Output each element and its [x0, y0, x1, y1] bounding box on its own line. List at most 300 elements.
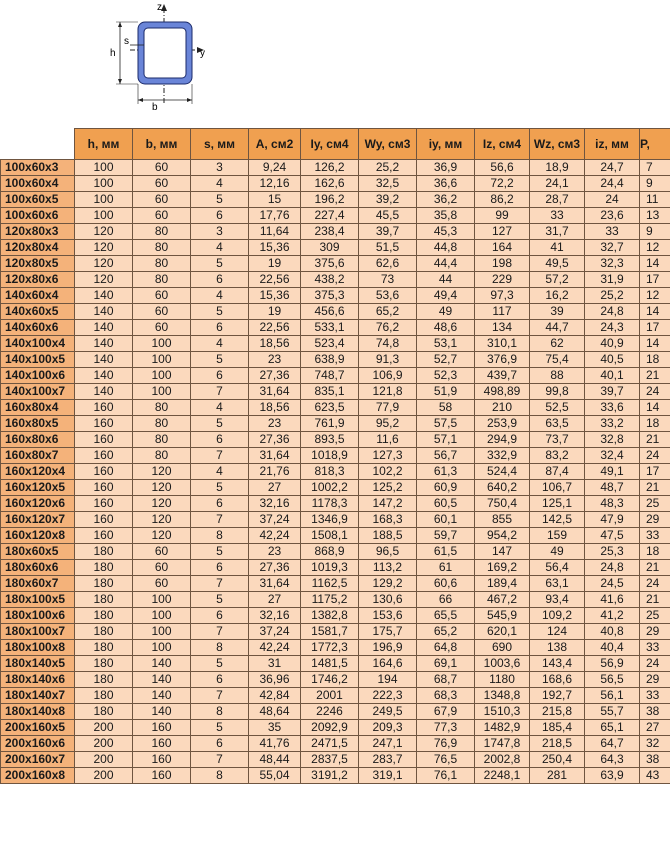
table-cell: 76,9	[417, 736, 475, 752]
table-cell: 18	[640, 352, 670, 368]
table-cell: 25,3	[585, 544, 640, 560]
table-cell: 1180	[475, 672, 530, 688]
dim-h-label: h	[110, 48, 116, 59]
table-cell: 11,6	[359, 432, 417, 448]
table-cell: 69,1	[417, 656, 475, 672]
table-row	[1, 768, 670, 784]
table-cell: 319,1	[359, 768, 417, 784]
table-cell: 60	[133, 560, 191, 576]
table-cell: 100	[133, 624, 191, 640]
table-cell: 60	[133, 304, 191, 320]
table-cell: 35,8	[417, 208, 475, 224]
table-cell: 97,3	[475, 288, 530, 304]
table-cell: 93,4	[530, 592, 585, 608]
table-cell: 63,1	[530, 576, 585, 592]
table-cell: 690	[475, 640, 530, 656]
table-cell: 36,9	[417, 160, 475, 176]
table-cell: 100	[75, 160, 133, 176]
table-cell: 18,56	[249, 336, 301, 352]
table-cell: 168,3	[359, 512, 417, 528]
table-cell: 80	[133, 416, 191, 432]
table-cell: 162,6	[301, 176, 359, 192]
table-row	[1, 672, 670, 688]
table-cell: 33	[640, 528, 670, 544]
profile-size-cell: 140x60x5	[1, 304, 75, 320]
profile-size-cell: 140x100x6	[1, 368, 75, 384]
dim-b-label: b	[152, 102, 158, 113]
table-cell: 45,3	[417, 224, 475, 240]
table-cell: 65,2	[417, 624, 475, 640]
table-cell: 4	[191, 288, 249, 304]
table-cell: 102,2	[359, 464, 417, 480]
table-cell: 761,9	[301, 416, 359, 432]
table-cell: 127,3	[359, 448, 417, 464]
table-cell: 99,8	[530, 384, 585, 400]
table-cell: 533,1	[301, 320, 359, 336]
table-cell: 95,2	[359, 416, 417, 432]
table-cell: 1178,3	[301, 496, 359, 512]
profile-size-cell: 160x120x6	[1, 496, 75, 512]
table-cell: 117	[475, 304, 530, 320]
profile-size-cell: 180x140x6	[1, 672, 75, 688]
table-row	[1, 464, 670, 480]
table-cell: 169,2	[475, 560, 530, 576]
table-cell: 1510,3	[475, 704, 530, 720]
table-row	[1, 576, 670, 592]
table-cell: 51,9	[417, 384, 475, 400]
table-cell: 21,76	[249, 464, 301, 480]
table-cell: 100	[133, 368, 191, 384]
table-cell: 33,6	[585, 400, 640, 416]
table-cell: 5	[191, 656, 249, 672]
table-cell: 22,56	[249, 272, 301, 288]
table-cell: 215,8	[530, 704, 585, 720]
table-row	[1, 400, 670, 416]
table-cell: 106,7	[530, 480, 585, 496]
table-cell: 61,3	[417, 464, 475, 480]
axis-z-label: z	[157, 2, 162, 13]
table-cell: 310,1	[475, 336, 530, 352]
table-cell: 80	[133, 240, 191, 256]
table-cell: 60	[133, 320, 191, 336]
table-cell: 2246	[301, 704, 359, 720]
table-cell: 40,8	[585, 624, 640, 640]
table-cell: 52,3	[417, 368, 475, 384]
table-cell: 7	[191, 512, 249, 528]
table-cell: 2837,5	[301, 752, 359, 768]
table-cell: 160	[75, 512, 133, 528]
table-cell: 25,2	[585, 288, 640, 304]
table-cell: 376,9	[475, 352, 530, 368]
table-cell: 44	[417, 272, 475, 288]
table-cell: 5	[191, 192, 249, 208]
profile-size-cell: 100x60x5	[1, 192, 75, 208]
table-cell: 47,9	[585, 512, 640, 528]
table-cell: 18,56	[249, 400, 301, 416]
table-cell: 100	[133, 592, 191, 608]
table-cell: 31,7	[530, 224, 585, 240]
table-cell: 8	[191, 704, 249, 720]
table-cell: 2248,1	[475, 768, 530, 784]
table-cell: 17	[640, 320, 670, 336]
table-cell: 60,5	[417, 496, 475, 512]
table-cell: 56,1	[585, 688, 640, 704]
table-cell: 855	[475, 512, 530, 528]
table-cell: 17	[640, 272, 670, 288]
table-row	[1, 224, 670, 240]
table-cell: 7	[191, 688, 249, 704]
table-cell: 1481,5	[301, 656, 359, 672]
table-cell: 21	[640, 432, 670, 448]
table-cell: 8	[191, 528, 249, 544]
table-cell: 7	[191, 384, 249, 400]
table-cell: 29	[640, 624, 670, 640]
table-cell: 80	[133, 256, 191, 272]
table-row	[1, 272, 670, 288]
table-cell: 1019,3	[301, 560, 359, 576]
table-cell: 5	[191, 256, 249, 272]
table-cell: 5	[191, 416, 249, 432]
table-cell: 893,5	[301, 432, 359, 448]
table-cell: 142,5	[530, 512, 585, 528]
table-cell: 37,24	[249, 624, 301, 640]
table-cell: 17	[640, 464, 670, 480]
table-cell: 29	[640, 672, 670, 688]
table-cell: 121,8	[359, 384, 417, 400]
table-cell: 40,4	[585, 640, 640, 656]
table-cell: 113,2	[359, 560, 417, 576]
profile-size-cell: 120x80x4	[1, 240, 75, 256]
table-cell: 100	[133, 336, 191, 352]
table-cell: 25	[640, 608, 670, 624]
table-cell: 196,2	[301, 192, 359, 208]
table-body	[1, 160, 670, 784]
table-cell: 7	[191, 576, 249, 592]
table-cell: 1018,9	[301, 448, 359, 464]
table-cell: 126,2	[301, 160, 359, 176]
rectangular-tube-section-icon	[100, 0, 220, 114]
table-cell: 1162,5	[301, 576, 359, 592]
table-cell: 6	[191, 672, 249, 688]
table-cell: 140	[133, 704, 191, 720]
table-cell: 6	[191, 432, 249, 448]
table-cell: 6	[191, 496, 249, 512]
table-cell: 1003,6	[475, 656, 530, 672]
table-cell: 249,5	[359, 704, 417, 720]
profile-size-cell: 140x100x4	[1, 336, 75, 352]
table-cell: 25	[640, 496, 670, 512]
table-cell: 129,2	[359, 576, 417, 592]
profile-size-cell: 180x100x7	[1, 624, 75, 640]
table-cell: 64,3	[585, 752, 640, 768]
table-row	[1, 640, 670, 656]
table-cell: 120	[133, 528, 191, 544]
table-cell: 27,36	[249, 368, 301, 384]
table-cell: 160	[75, 528, 133, 544]
table-cell: 4	[191, 176, 249, 192]
table-cell: 87,4	[530, 464, 585, 480]
profile-size-cell: 100x60x4	[1, 176, 75, 192]
table-cell: 31,64	[249, 576, 301, 592]
table-cell: 91,3	[359, 352, 417, 368]
table-cell: 120	[133, 512, 191, 528]
table-cell: 1772,3	[301, 640, 359, 656]
table-cell: 24,8	[585, 560, 640, 576]
table-row	[1, 320, 670, 336]
table-cell: 189,4	[475, 576, 530, 592]
table-cell: 65,2	[359, 304, 417, 320]
table-cell: 80	[133, 448, 191, 464]
table-cell: 8	[191, 768, 249, 784]
table-cell: 33	[640, 688, 670, 704]
table-cell: 100	[75, 208, 133, 224]
table-cell: 65,1	[585, 720, 640, 736]
table-cell: 31	[249, 656, 301, 672]
table-cell: 100	[75, 192, 133, 208]
table-row	[1, 192, 670, 208]
profile-size-cell: 140x60x6	[1, 320, 75, 336]
table-cell: 222,3	[359, 688, 417, 704]
table-row	[1, 160, 670, 176]
table-cell: 467,2	[475, 592, 530, 608]
profile-size-cell: 160x80x4	[1, 400, 75, 416]
table-cell: 209,3	[359, 720, 417, 736]
table-cell: 2471,5	[301, 736, 359, 752]
table-cell: 72,2	[475, 176, 530, 192]
table-cell: 5	[191, 720, 249, 736]
table-cell: 57,1	[417, 432, 475, 448]
table-cell: 125,2	[359, 480, 417, 496]
table-cell: 140	[75, 288, 133, 304]
table-cell: 5	[191, 352, 249, 368]
table-cell: 48,3	[585, 496, 640, 512]
table-cell: 164	[475, 240, 530, 256]
table-cell: 196,9	[359, 640, 417, 656]
table-cell: 523,4	[301, 336, 359, 352]
table-cell: 200	[75, 736, 133, 752]
table-cell: 43	[640, 768, 670, 784]
table-cell: 96,5	[359, 544, 417, 560]
table-cell: 13	[640, 208, 670, 224]
table-row	[1, 528, 670, 544]
table-cell: 120	[133, 480, 191, 496]
table-cell: 180	[75, 640, 133, 656]
table-cell: 180	[75, 672, 133, 688]
table-cell: 48,64	[249, 704, 301, 720]
table-cell: 80	[133, 272, 191, 288]
table-cell: 218,5	[530, 736, 585, 752]
table-cell: 160	[75, 464, 133, 480]
table-cell: 281	[530, 768, 585, 784]
table-cell: 36,6	[417, 176, 475, 192]
table-cell: 438,2	[301, 272, 359, 288]
table-cell: 37,24	[249, 512, 301, 528]
table-cell: 60	[133, 160, 191, 176]
table-cell: 41,6	[585, 592, 640, 608]
profile-size-cell: 100x60x6	[1, 208, 75, 224]
column-header: iy, мм	[417, 129, 475, 160]
table-cell: 180	[75, 592, 133, 608]
table-cell: 60	[133, 176, 191, 192]
table-row	[1, 384, 670, 400]
table-cell: 60,6	[417, 576, 475, 592]
table-cell: 160	[75, 448, 133, 464]
table-cell: 35	[249, 720, 301, 736]
table-row	[1, 480, 670, 496]
table-cell: 125,1	[530, 496, 585, 512]
table-cell: 42,24	[249, 528, 301, 544]
table-cell: 49,5	[530, 256, 585, 272]
table-cell: 120	[75, 256, 133, 272]
table-row	[1, 512, 670, 528]
profile-size-cell: 160x80x7	[1, 448, 75, 464]
table-cell: 6	[191, 368, 249, 384]
profile-size-cell: 180x140x7	[1, 688, 75, 704]
table-row	[1, 368, 670, 384]
table-cell: 159	[530, 528, 585, 544]
table-cell: 153,6	[359, 608, 417, 624]
table-cell: 835,1	[301, 384, 359, 400]
table-cell: 51,5	[359, 240, 417, 256]
table-cell: 76,2	[359, 320, 417, 336]
profile-size-cell: 160x120x4	[1, 464, 75, 480]
table-cell: 61	[417, 560, 475, 576]
table-row	[1, 256, 670, 272]
table-cell: 56,5	[585, 672, 640, 688]
table-cell: 134	[475, 320, 530, 336]
table-row	[1, 704, 670, 720]
table-cell: 210	[475, 400, 530, 416]
table-cell: 32,16	[249, 496, 301, 512]
column-header: Iy, см4	[301, 129, 359, 160]
table-row	[1, 448, 670, 464]
profile-size-cell: 160x120x8	[1, 528, 75, 544]
table-cell: 180	[75, 560, 133, 576]
table-cell: 18,9	[530, 160, 585, 176]
table-cell: 44,7	[530, 320, 585, 336]
table-cell: 623,5	[301, 400, 359, 416]
table-cell: 28,7	[530, 192, 585, 208]
table-cell: 73	[359, 272, 417, 288]
table-cell: 36,96	[249, 672, 301, 688]
column-header: Iz, см4	[475, 129, 530, 160]
table-cell: 147,2	[359, 496, 417, 512]
table-cell: 253,9	[475, 416, 530, 432]
profile-size-cell: 200x160x8	[1, 768, 75, 784]
table-cell: 60,9	[417, 480, 475, 496]
table-cell: 55,04	[249, 768, 301, 784]
table-cell: 21	[640, 592, 670, 608]
table-cell: 109,2	[530, 608, 585, 624]
table-cell: 160	[75, 400, 133, 416]
table-cell: 160	[133, 768, 191, 784]
table-cell: 24,5	[585, 576, 640, 592]
table-cell: 77,3	[417, 720, 475, 736]
table-cell: 45,5	[359, 208, 417, 224]
table-cell: 640,2	[475, 480, 530, 496]
table-cell: 14	[640, 400, 670, 416]
table-cell: 21	[640, 480, 670, 496]
table-cell: 68,7	[417, 672, 475, 688]
table-cell: 332,9	[475, 448, 530, 464]
table-cell: 18	[640, 416, 670, 432]
table-cell: 24	[640, 576, 670, 592]
table-cell: 100	[75, 176, 133, 192]
table-cell: 140	[75, 304, 133, 320]
table-cell: 1382,8	[301, 608, 359, 624]
table-cell: 27,36	[249, 560, 301, 576]
table-cell: 33,2	[585, 416, 640, 432]
table-cell: 3	[191, 224, 249, 240]
table-cell: 168,6	[530, 672, 585, 688]
table-cell: 120	[75, 240, 133, 256]
table-cell: 59,7	[417, 528, 475, 544]
table-cell: 138	[530, 640, 585, 656]
table-cell: 227,4	[301, 208, 359, 224]
table-cell: 160	[75, 432, 133, 448]
table-cell: 9	[640, 176, 670, 192]
table-cell: 56,4	[530, 560, 585, 576]
table-cell: 6	[191, 208, 249, 224]
table-cell: 56,9	[585, 656, 640, 672]
table-cell: 83,2	[530, 448, 585, 464]
table-cell: 36,2	[417, 192, 475, 208]
table-row	[1, 304, 670, 320]
table-cell: 73,7	[530, 432, 585, 448]
table-cell: 14	[640, 256, 670, 272]
table-cell: 32	[640, 736, 670, 752]
table-cell: 53,1	[417, 336, 475, 352]
table-cell: 33	[585, 224, 640, 240]
table-cell: 160	[75, 496, 133, 512]
table-cell: 40,9	[585, 336, 640, 352]
table-cell: 8	[191, 640, 249, 656]
table-cell: 140	[75, 320, 133, 336]
table-cell: 57,5	[417, 416, 475, 432]
table-cell: 16,2	[530, 288, 585, 304]
table-cell: 250,4	[530, 752, 585, 768]
table-cell: 55,7	[585, 704, 640, 720]
table-cell: 180	[75, 608, 133, 624]
table-row	[1, 432, 670, 448]
table-row	[1, 720, 670, 736]
table-row	[1, 544, 670, 560]
table-cell: 32,7	[585, 240, 640, 256]
table-row	[1, 208, 670, 224]
table-cell: 6	[191, 272, 249, 288]
table-cell: 4	[191, 464, 249, 480]
column-header: Wz, см3	[530, 129, 585, 160]
table-cell: 12	[640, 288, 670, 304]
profile-size-cell: 180x140x5	[1, 656, 75, 672]
table-cell: 66	[417, 592, 475, 608]
table-cell: 32,16	[249, 608, 301, 624]
table-cell: 15,36	[249, 240, 301, 256]
profile-size-cell: 160x80x6	[1, 432, 75, 448]
table-cell: 143,4	[530, 656, 585, 672]
table-cell: 24	[640, 384, 670, 400]
table-cell: 106,9	[359, 368, 417, 384]
table-cell: 19	[249, 256, 301, 272]
table-cell: 57,2	[530, 272, 585, 288]
table-cell: 294,9	[475, 432, 530, 448]
profile-size-cell: 160x120x5	[1, 480, 75, 496]
table-cell: 12,16	[249, 176, 301, 192]
table-cell: 164,6	[359, 656, 417, 672]
table-cell: 524,4	[475, 464, 530, 480]
table-cell: 1746,2	[301, 672, 359, 688]
table-row	[1, 752, 670, 768]
